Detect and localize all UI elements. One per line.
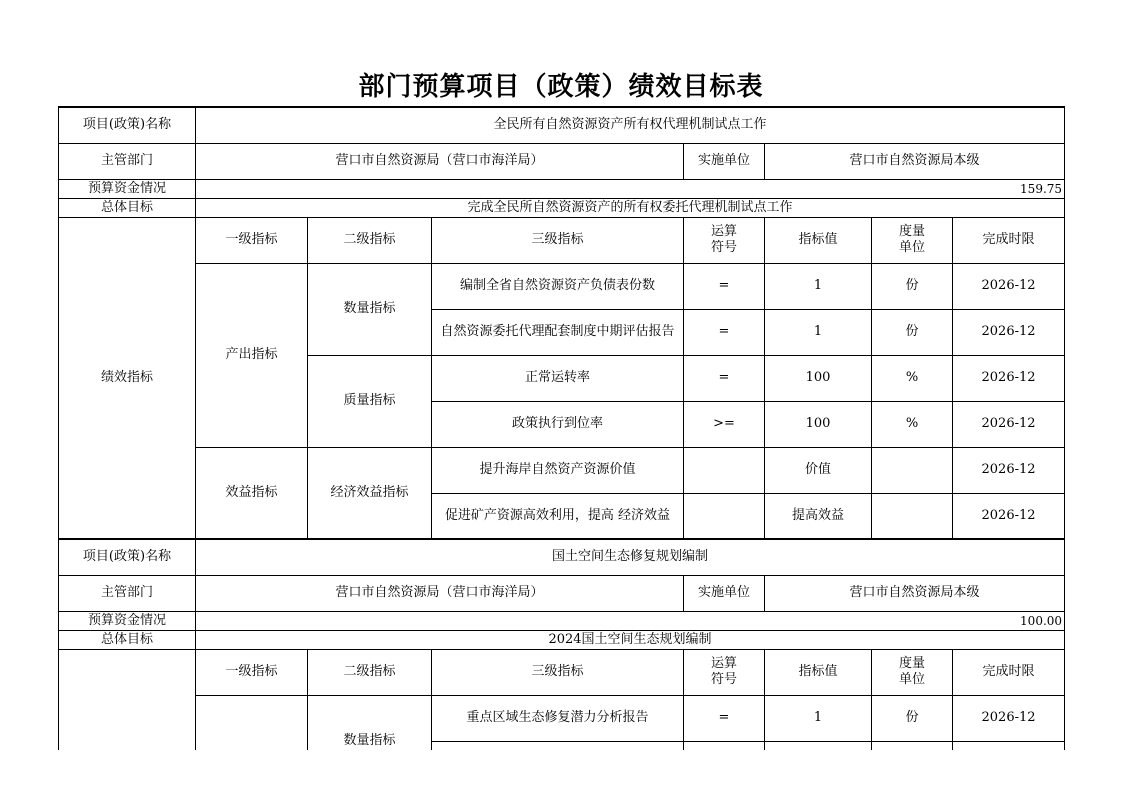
- impl-unit-value: 营口市自然资源局本级: [765, 575, 1065, 611]
- budget-value: 100.00: [196, 611, 1065, 630]
- operator-cell: =: [684, 695, 765, 741]
- header-operator: 运算 符号: [684, 217, 765, 263]
- level3-cell: 促进矿产资源高效利用，提高 经济效益: [432, 493, 684, 539]
- dept-label: 主管部门: [59, 143, 196, 179]
- header-unit: 度量 单位: [872, 649, 953, 695]
- perf-indicators-label: 绩效指标: [59, 217, 196, 539]
- value-cell: 价值: [765, 447, 872, 493]
- level2-cell: 数量指标: [308, 695, 432, 750]
- unit-cell: [872, 447, 953, 493]
- deadline-cell: 2026-12: [953, 309, 1065, 355]
- dept-label: 主管部门: [59, 575, 196, 611]
- table-row: [59, 179, 1065, 198]
- table-row: [59, 575, 1065, 611]
- header-level3: 三级指标: [432, 217, 684, 263]
- page-title: 部门预算项目（政策）绩效目标表: [358, 72, 764, 102]
- deadline-cell: 2026-12: [953, 493, 1065, 539]
- project-name-value: 全民所有自然资源资产所有权代理机制试点工作: [196, 107, 1065, 143]
- level1-cell: 效益指标: [196, 447, 308, 539]
- level3-cell: 编制全省自然资源资产负债表份数: [432, 263, 684, 309]
- header-value: 指标值: [765, 649, 872, 695]
- level3-cell: 正常运转率: [432, 355, 684, 401]
- table-row: [59, 198, 1065, 217]
- level3-cell: 提升海岸自然资产资源价值: [432, 447, 684, 493]
- table-row: [59, 263, 1065, 309]
- overall-goal-label: 总体目标: [59, 630, 196, 649]
- operator-cell: [684, 493, 765, 539]
- operator-cell: [684, 741, 765, 750]
- header-level1: 一级指标: [196, 217, 308, 263]
- header-unit: 度量 单位: [872, 217, 953, 263]
- unit-cell: [872, 493, 953, 539]
- value-cell: 1: [765, 695, 872, 741]
- budget-label: 预算资金情况: [59, 179, 196, 198]
- level3-cell: 自然资源委托代理配套制度中期评估报告: [432, 309, 684, 355]
- unit-cell: 份: [872, 695, 953, 741]
- level3-cell: [432, 741, 684, 750]
- header-operator: 运算 符号: [684, 649, 765, 695]
- header-level2: 二级指标: [308, 649, 432, 695]
- operator-cell: =: [684, 263, 765, 309]
- overall-goal-value: 2024国土空间生态规划编制: [196, 630, 1065, 649]
- header-level3: 三级指标: [432, 649, 684, 695]
- operator-cell: =: [684, 355, 765, 401]
- budget-value: 159.75: [196, 179, 1065, 198]
- table-row: [59, 649, 1065, 695]
- table-row: [59, 107, 1065, 143]
- level1-cell: [196, 695, 308, 750]
- value-cell: 1: [765, 263, 872, 309]
- header-level1: 一级指标: [196, 649, 308, 695]
- table-row: [59, 630, 1065, 649]
- operator-cell: =: [684, 309, 765, 355]
- overall-goal-label: 总体目标: [59, 198, 196, 217]
- deadline-cell: 2026-12: [953, 401, 1065, 447]
- value-cell: 提高效益: [765, 493, 872, 539]
- project-name-label: 项目(政策)名称: [59, 539, 196, 575]
- level3-cell: 政策执行到位率: [432, 401, 684, 447]
- operator-cell: [684, 447, 765, 493]
- dept-value: 营口市自然资源局（营口市海洋局）: [196, 575, 684, 611]
- value-cell: [765, 741, 872, 750]
- header-deadline: 完成时限: [953, 649, 1065, 695]
- level1-cell: 产出指标: [196, 263, 308, 447]
- table-row: [59, 447, 1065, 493]
- unit-cell: 份: [872, 309, 953, 355]
- impl-unit-label: 实施单位: [684, 143, 765, 179]
- deadline-cell: 2026-12: [953, 447, 1065, 493]
- table-row: [59, 217, 1065, 263]
- deadline-cell: 2026-12: [953, 355, 1065, 401]
- value-cell: 1: [765, 309, 872, 355]
- header-value: 指标值: [765, 217, 872, 263]
- performance-table: [58, 106, 1065, 750]
- level2-cell: 数量指标: [308, 263, 432, 355]
- impl-unit-label: 实施单位: [684, 575, 765, 611]
- header-deadline: 完成时限: [953, 217, 1065, 263]
- header-level2: 二级指标: [308, 217, 432, 263]
- table-row: [59, 143, 1065, 179]
- project-name-label: 项目(政策)名称: [59, 107, 196, 143]
- unit-cell: %: [872, 355, 953, 401]
- project-name-value: 国土空间生态修复规划编制: [196, 539, 1065, 575]
- operator-cell: >=: [684, 401, 765, 447]
- value-cell: 100: [765, 355, 872, 401]
- level3-cell: 重点区域生态修复潜力分析报告: [432, 695, 684, 741]
- deadline-cell: [953, 741, 1065, 750]
- unit-cell: 份: [872, 263, 953, 309]
- dept-value: 营口市自然资源局（营口市海洋局）: [196, 143, 684, 179]
- perf-indicators-label: [59, 649, 196, 750]
- level2-cell: 质量指标: [308, 355, 432, 447]
- table-row: [59, 539, 1065, 575]
- unit-cell: %: [872, 401, 953, 447]
- value-cell: 100: [765, 401, 872, 447]
- deadline-cell: 2026-12: [953, 263, 1065, 309]
- table-row: [59, 611, 1065, 630]
- unit-cell: [872, 741, 953, 750]
- budget-label: 预算资金情况: [59, 611, 196, 630]
- impl-unit-value: 营口市自然资源局本级: [765, 143, 1065, 179]
- overall-goal-value: 完成全民所自然资源资产的所有权委托代理机制试点工作: [196, 198, 1065, 217]
- deadline-cell: 2026-12: [953, 695, 1065, 741]
- table-row: [59, 695, 1065, 741]
- level2-cell: 经济效益指标: [308, 447, 432, 539]
